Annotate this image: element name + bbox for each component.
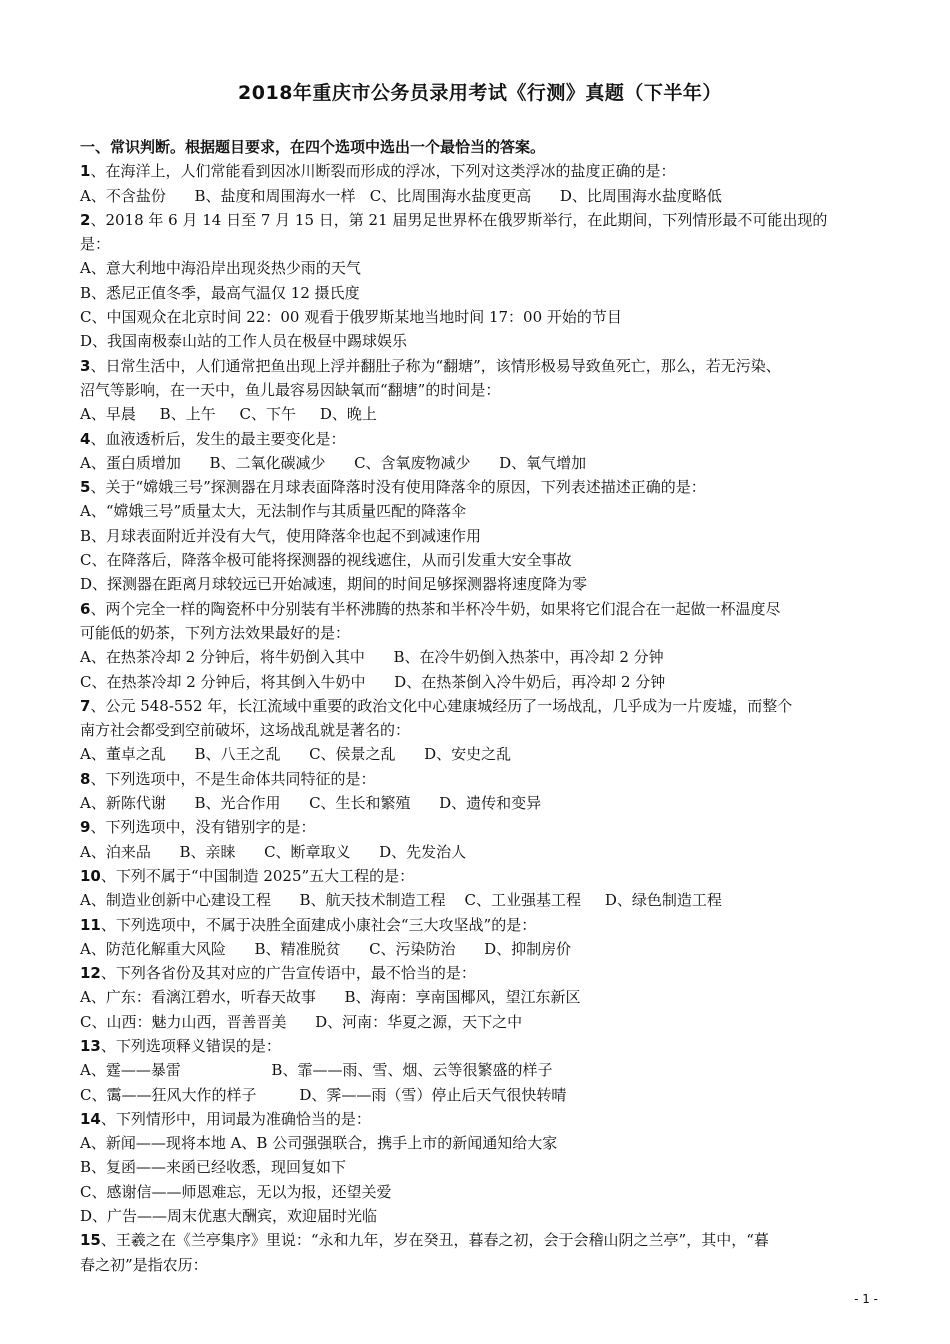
question-7 [80, 694, 880, 767]
answer-options-line: B、月球表面附近并没有大气，使用降落伞也起不到减速作用 [80, 526, 482, 545]
question-text: 、日常生活中，人们通常把鱼出现上浮并翻肚子称为“翻塘”，该情形极易导致鱼死亡，那么，若无污染、 [90, 356, 781, 375]
question-text: 、关于“嫦娥三号”探测器在月球表面降落时没有使用降落伞的原因，下列表述描述正确的是： [90, 478, 706, 497]
question-text: 可能低的奶茶，下列方法效果最好的是： [80, 623, 351, 642]
question-text: 沼气等影响，在一天中，鱼儿最容易因缺氧而“翻塘”的时间是： [80, 380, 501, 399]
question-stem-line [80, 864, 880, 888]
question-10 [80, 864, 880, 913]
answer-options-line: C、在降落后，降落伞极可能将探测器的视线遮住，从而引发重大安全事故 [80, 551, 572, 570]
question-13 [80, 1034, 880, 1107]
question-number: 4 [80, 429, 91, 448]
question-text: 、下列选项中，不是生命体共同特征的是： [90, 769, 376, 788]
question-number: 6 [80, 599, 91, 618]
question-number: 8 [80, 769, 91, 788]
answer-options-line: A、不含盐份 B、盐度和周围海水一样 C、比周围海水盐度更高 D、比周围海水盐度略低 [80, 186, 722, 205]
question-number: 3 [80, 356, 91, 375]
page-number: - 1 - [854, 1292, 878, 1306]
question-stem-line [80, 1228, 880, 1252]
question-3 [80, 354, 880, 427]
question-stem-line [80, 1034, 880, 1058]
question-text: 、公元 548-552 年，长江流域中重要的政治文化中心建康城经历了一场战乱，几乎成为一片废墟，而整个 [90, 696, 793, 715]
question-text: 、下列情形中，用词最为准确恰当的是： [100, 1109, 371, 1128]
question-number: 7 [80, 696, 91, 715]
question-text: 、血液透析后，发生的最主要变化是： [90, 429, 346, 448]
answer-options-line: A、早晨 B、上午 C、下午 D、晚上 [80, 405, 377, 424]
question-stem-line [80, 475, 880, 499]
question-number: 5 [80, 478, 91, 497]
question-text: 、下列不属于“中国制造 2025”五大工程的是： [100, 866, 415, 885]
question-14 [80, 1107, 880, 1228]
answer-options-line: A、董卓之乱 B、八王之乱 C、侯景之乱 D、安史之乱 [80, 745, 512, 764]
answer-options-line: A、“嫦娥三号”质量太大，无法制作与其质量匹配的降落伞 [80, 502, 467, 521]
question-stem-line [80, 621, 880, 645]
question-number: 10 [80, 866, 101, 885]
question-5 [80, 475, 880, 596]
question-number: 12 [80, 964, 101, 983]
question-text: 、下列选项释义错误的是： [100, 1036, 281, 1055]
answer-options-line: D、探测器在距离月球较远已开始减速，期间的时间足够探测器将速度降为零 [80, 575, 588, 594]
question-number: 2 [80, 210, 91, 229]
question-4 [80, 427, 880, 476]
answer-options-line: A、新陈代谢 B、光合作用 C、生长和繁殖 D、遗传和变异 [80, 794, 542, 813]
answer-options-line: C、中国观众在北京时间 22：00 观看于俄罗斯某地当地时间 17：00 开始的节目 [80, 308, 622, 327]
answer-options-line: B、复函——来函已经收悉，现回复如下 [80, 1158, 347, 1177]
answer-options-line: A、防范化解重大风险 B、精准脱贫 C、污染防治 D、抑制房价 [80, 939, 572, 958]
question-number: 15 [80, 1231, 101, 1250]
question-list [80, 159, 880, 1277]
section-heading: 一、常识判断。根据题目要求，在四个选项中选出一个最恰当的答案。 [80, 138, 546, 156]
question-text: 、两个完全一样的陶瓷杯中分别装有半杯沸腾的热茶和半杯冷牛奶，如果将它们混合在一起做一杯温度尽 [90, 599, 781, 618]
question-text: 、下列选项中，不属于决胜全面建成小康社会“三大攻坚战”的是： [100, 915, 537, 934]
question-number: 13 [80, 1036, 101, 1055]
question-number: 1 [80, 162, 91, 181]
answer-options-line: A、蛋白质增加 B、二氧化碳减少 C、含氧废物减少 D、氧气增加 [80, 453, 587, 472]
question-text: 、下列各省份及其对应的广告宣传语中，最不恰当的是： [100, 964, 476, 983]
document-title: 2018年重庆市公务员录用考试《行测》真题（下半年） [238, 82, 722, 104]
question-2 [80, 208, 880, 354]
question-stem-line [80, 597, 880, 621]
question-stem-line [80, 427, 880, 451]
answer-options-line: A、泊来品 B、亲睐 C、断章取义 D、先发治人 [80, 842, 467, 861]
question-stem-line [80, 694, 880, 718]
answer-options-line: C、在热茶冷却 2 分钟后，将其倒入牛奶中 D、在热茶倒入冷牛奶后，再冷却 2 分钟 [80, 672, 666, 691]
question-text: 、下列选项中，没有错别字的是： [90, 818, 316, 837]
question-stem-line [80, 961, 880, 985]
answer-options-line: A、广东：看漓江碧水，听春天故事 B、海南：享南国椰风，望江东新区 [80, 988, 581, 1007]
question-number: 14 [80, 1109, 101, 1128]
answer-options-line: C、山西：魅力山西，晋善晋美 D、河南：华夏之源，天下之中 [80, 1012, 523, 1031]
question-15 [80, 1228, 880, 1277]
question-text: 、王羲之在《兰亭集序》里说：“永和九年，岁在癸丑，暮春之初，会于会稽山阴之兰亭”，其中，“暮 [100, 1231, 769, 1250]
question-stem-line [80, 1253, 880, 1277]
answer-options-line: B、悉尼正值冬季，最高气温仅 12 摄氏度 [80, 283, 360, 302]
answer-options-line: A、制造业创新中心建设工程 B、航天技术制造工程 C、工业强基工程 D、绿色制造工程 [80, 891, 722, 910]
question-stem-line [80, 378, 880, 402]
question-stem-line [80, 767, 880, 791]
answer-options-line: C、霭——狂风大作的样子 D、霁——雨（雪）停止后天气很快转晴 [80, 1085, 567, 1104]
question-number: 9 [80, 818, 91, 837]
question-text: 南方社会都受到空前破坏，这场战乱就是著名的： [80, 721, 411, 740]
question-6 [80, 597, 880, 694]
document-page [80, 78, 880, 1277]
question-text: 春之初”是指农历： [80, 1255, 208, 1274]
question-stem-line [80, 208, 880, 232]
question-stem-line [80, 1107, 880, 1131]
answer-options-line: A、霆——暴雷 B、霏——雨、雪、烟、云等很繁盛的样子 [80, 1061, 553, 1080]
question-stem-line [80, 815, 880, 839]
answer-options-line: D、我国南极泰山站的工作人员在极昼中踢球娱乐 [80, 332, 408, 351]
question-11 [80, 913, 880, 962]
question-8 [80, 767, 880, 816]
question-9 [80, 815, 880, 864]
answer-options-line: C、感谢信——师恩难忘，无以为报，还望关爱 [80, 1182, 392, 1201]
question-12 [80, 961, 880, 1034]
question-stem-line [80, 354, 880, 378]
question-stem-line [80, 232, 880, 256]
answer-options-line: A、在热茶冷却 2 分钟后，将牛奶倒入其中 B、在冷牛奶倒入热茶中，再冷却 2 分钟 [80, 648, 664, 667]
question-number: 11 [80, 915, 101, 934]
question-text: 是： [80, 235, 111, 254]
question-text: 、在海洋上，人们常能看到因冰川断裂而形成的浮冰，下列对这类浮冰的盐度正确的是： [90, 162, 676, 181]
question-stem-line [80, 913, 880, 937]
question-stem-line [80, 159, 880, 183]
answer-options-line: A、新闻——现将本地 A、B 公司强强联合，携手上市的新闻通知给大家 [80, 1134, 558, 1153]
answer-options-line: D、广告——周末优惠大酬宾，欢迎届时光临 [80, 1207, 378, 1226]
question-stem-line [80, 718, 880, 742]
question-1 [80, 159, 880, 208]
question-text: 、2018 年 6 月 14 日至 7 月 15 日，第 21 届男足世界杯在俄罗斯举行，在此期间，下列情形最不可能出现的 [90, 210, 828, 229]
answer-options-line: A、意大利地中海沿岸出现炎热少雨的天气 [80, 259, 361, 278]
